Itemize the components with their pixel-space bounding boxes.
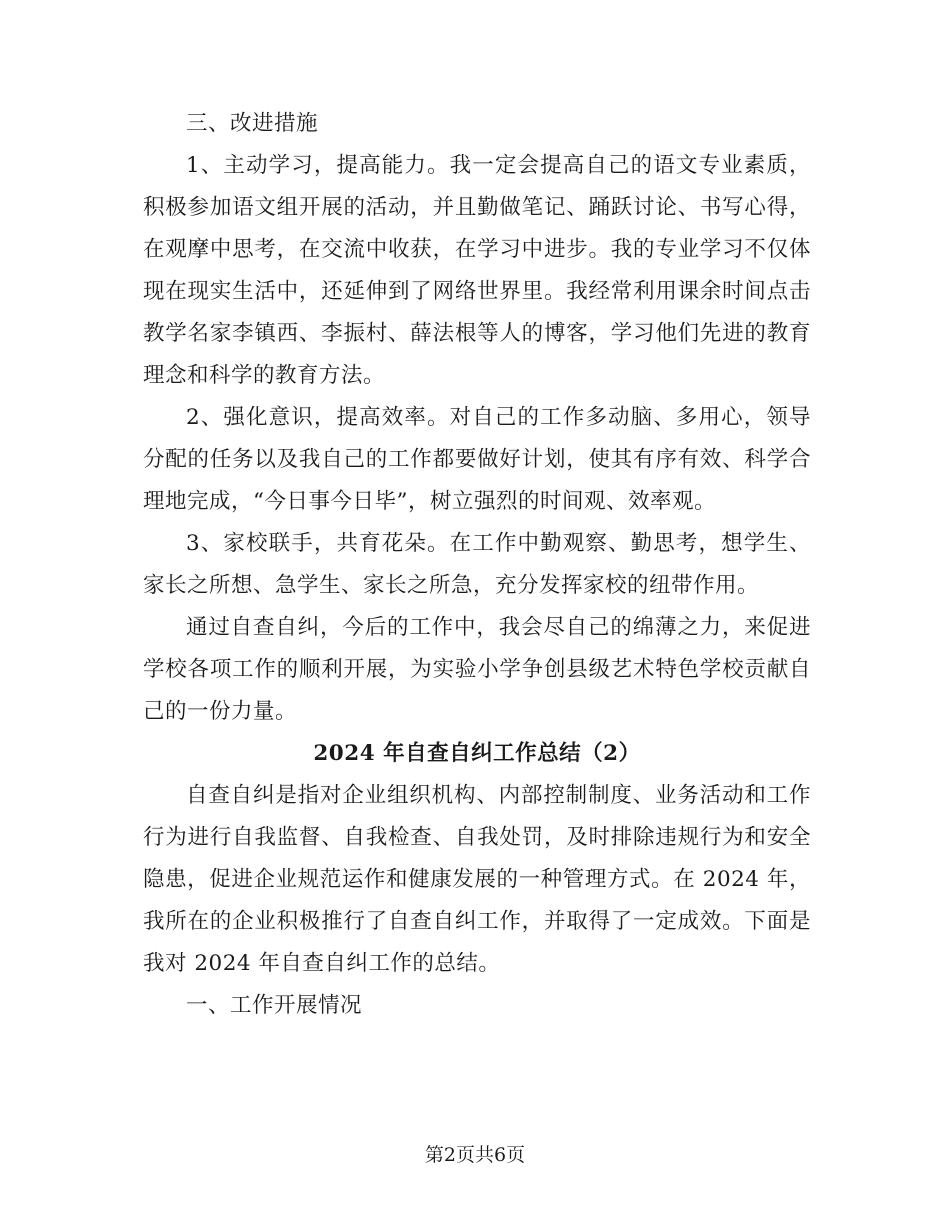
section-heading-improvement: 三、改进措施 bbox=[186, 111, 319, 136]
paragraph-efficiency: 2、强化意识，提高效率。对自己的工作多动脑、多用心，领导分配的任务以及我自己的工作都要做好计划，使其有序有效、科学合理地完成，“今日事今日毕”，树立强烈的时间观、效率观。 bbox=[143, 405, 811, 514]
paragraph-definition: 自查自纠是指对企业组织机构、内部控制制度、业务活动和工作行为进行自我监督、自我检查、自我处罚，及时排除违规行为和安全隐患，促进企业规范运作和健康发展的一种管理方式。在 2024 年，我所在的企业积极推行了自查自纠工作，并取得了一定成效。下面是我对 2024 年自查自纠工作的总结。 bbox=[143, 783, 811, 976]
paragraph-home-school: 3、家校联手，共育花朵。在工作中勤观察、勤思考，想学生、家长之所想、急学生、家长之所急，充分发挥家校的纽带作用。 bbox=[143, 531, 811, 598]
section-heading-work-status: 一、工作开展情况 bbox=[186, 993, 363, 1018]
document-title-2: 2024 年自查自纠工作总结（2） bbox=[313, 741, 641, 766]
paragraph-conclusion: 通过自查自纠，今后的工作中，我会尽自己的绵薄之力，来促进学校各项工作的顺利开展，为实验小学争创县级艺术特色学校贡献自己的一份力量。 bbox=[143, 615, 811, 724]
document-body bbox=[143, 103, 811, 1027]
page-number-footer: 第2页共6页 bbox=[424, 1144, 526, 1166]
paragraph-active-learning: 1、主动学习，提高能力。我一定会提高自己的语文专业素质，积极参加语文组开展的活动，并且勤做笔记、踊跃讨论、书写心得，在观摩中思考，在交流中收获，在学习中进步。我的专业学习不仅体现在现实生活中，还延伸到了网络世界里。我经常利用课余时间点击教学名家李镇西、李振村、薛法根等人的博客，学习他们先进的教育理念和科学的教育方法。 bbox=[143, 153, 811, 388]
